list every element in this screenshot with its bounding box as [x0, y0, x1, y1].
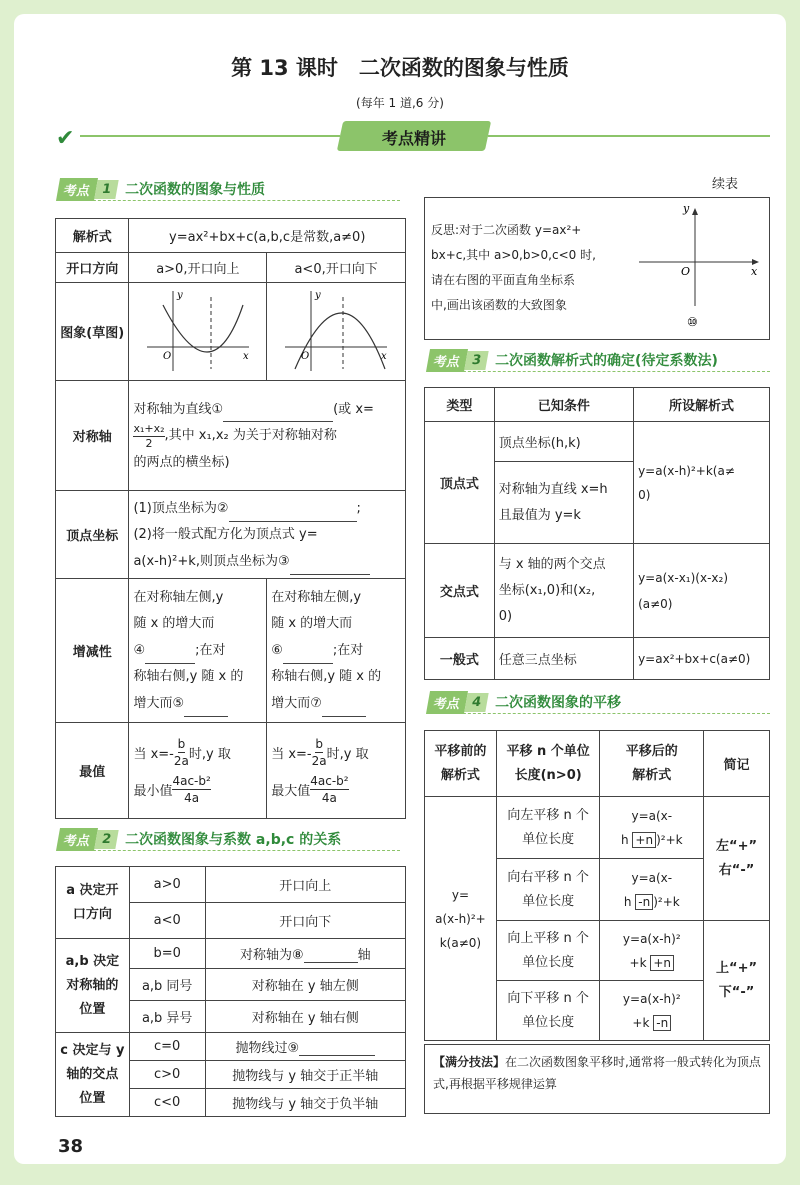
- table-properties: [55, 218, 406, 819]
- cell-move: [496, 859, 600, 921]
- y-arrow: [692, 208, 698, 215]
- banner-title: 考点精讲: [381, 129, 446, 148]
- fraction-num: b: [177, 736, 186, 751]
- text: 向左平移 n 个: [507, 807, 589, 823]
- row-header: 最值: [56, 723, 129, 819]
- text: (或 x=: [333, 401, 374, 417]
- question-mark-label: ⑩: [687, 315, 698, 329]
- tip-text: 在二次函数图象平移时,通常将一般式转化为顶点式,再根据平移规律运算: [433, 1055, 761, 1091]
- mnemonic: [704, 921, 770, 1041]
- section-tag: 考点: [426, 691, 468, 714]
- mnemonic: [704, 797, 770, 921]
- text: ;在对: [332, 642, 364, 658]
- answer-blank: [299, 1040, 375, 1056]
- answer-blank: [304, 947, 358, 963]
- answer-blank: [229, 495, 357, 522]
- text: h: [623, 894, 632, 909]
- text: 向右平移 n 个: [507, 869, 589, 885]
- cell-condition: c>0: [129, 1061, 205, 1089]
- text: bx+c,其中 a>0,b>0,c<0 时,: [431, 248, 596, 262]
- text: (a≠0): [638, 596, 673, 611]
- text: 当 x=-: [271, 746, 312, 762]
- graph-cell-up: [129, 283, 267, 381]
- text: y=: [451, 887, 469, 902]
- text: 在对称轴左侧,y: [133, 589, 224, 605]
- text: 解析式: [440, 767, 480, 783]
- fraction-num: 4ac-b²: [310, 773, 349, 788]
- section-header-4: [428, 691, 621, 713]
- text: ,其中 x₁,x₂ 为关于对称轴对称: [164, 428, 337, 443]
- banner-line-right: [488, 135, 770, 137]
- continued-label: 续表: [712, 177, 739, 192]
- cell-result: [205, 1033, 405, 1061]
- text: ④: [133, 642, 146, 658]
- text: 0): [498, 608, 513, 624]
- cell-result: [600, 981, 704, 1041]
- cell-result: 抛物线与 y 轴交于负半轴: [205, 1089, 405, 1117]
- text: 时,y 取: [188, 746, 231, 762]
- page-title: 第 13 课时 二次函数的图象与性质: [231, 56, 569, 80]
- text: 0): [638, 487, 651, 502]
- section-tag: 考点: [426, 349, 468, 372]
- cell-result: [600, 797, 704, 859]
- reflection-text: [431, 218, 596, 318]
- tip-label: 【满分技法】: [433, 1055, 506, 1069]
- row-header: 顶点坐标: [56, 491, 129, 579]
- section-tag: 考点: [56, 178, 98, 201]
- section-title: 二次函数图象与系数 a,b,c 的关系: [125, 832, 342, 848]
- row-header: 一般式: [425, 638, 495, 680]
- text: 对称轴为直线 x=h: [498, 481, 608, 497]
- axis-label: x: [381, 350, 387, 362]
- section-number: 2: [94, 830, 118, 849]
- highlight-box: +n: [650, 955, 674, 971]
- text: 在对称轴左侧,y: [271, 589, 362, 605]
- answer-blank: [283, 637, 333, 664]
- cell-move: [496, 981, 600, 1041]
- highlight-box: -n: [653, 1015, 671, 1031]
- text: h: [620, 832, 629, 847]
- text: y=a(x-h)²+k(a≠: [638, 463, 735, 478]
- cell-value: a>0,开口向上: [129, 253, 267, 283]
- page-subtitle: (每年 1 道,6 分): [356, 96, 444, 110]
- text: 右“-”: [718, 862, 755, 878]
- text: 中,画出该函数的大致图象: [431, 298, 567, 312]
- cell-value: y=ax²+bx+c(a,b,c是常数,a≠0): [129, 219, 406, 253]
- cell-max: [267, 723, 406, 819]
- text: ⑥: [271, 642, 283, 658]
- text: y=a(x-: [631, 808, 673, 823]
- cell-result: [205, 939, 405, 969]
- row-header: 解析式: [56, 219, 129, 253]
- section-header-1: [58, 178, 265, 200]
- group-header: a,b 决定对称轴的位置: [56, 939, 130, 1033]
- answer-blank: [322, 690, 366, 717]
- axis-label: x: [751, 265, 758, 278]
- text: 平移前的: [434, 743, 487, 759]
- text: 时,y 取: [326, 746, 369, 762]
- banner-line-left: [80, 135, 340, 137]
- text: 对称轴为⑧: [239, 948, 304, 963]
- text: 与 x 轴的两个交点: [498, 556, 606, 572]
- cell-result: 抛物线与 y 轴交于正半轴: [205, 1061, 405, 1089]
- text: 请在右图的平面直角坐标系: [431, 273, 576, 287]
- axis-label: y: [315, 289, 321, 301]
- text: 单位长度: [522, 1014, 575, 1030]
- section-title: 二次函数图象的平移: [495, 695, 622, 711]
- table-expressions: [424, 387, 770, 680]
- cell-vertex-text: (1)顶点坐标为② ; (2)将一般式配方化为顶点式 y= a(x-h)²+k,则顶点坐标为③: [129, 491, 406, 579]
- text: 随 x 的增大而: [271, 615, 353, 631]
- column-header: [600, 731, 704, 797]
- section-title: 二次函数的图象与性质: [125, 182, 266, 198]
- text: (1)顶点坐标为②: [133, 500, 229, 516]
- cell-condition: b=0: [129, 939, 205, 969]
- fraction-num: 4ac-b²: [172, 773, 211, 788]
- cell-monotonic-left: [129, 579, 267, 723]
- section-header-3: [428, 349, 718, 371]
- section-number: 3: [464, 351, 488, 370]
- text: a(x-h)²+: [435, 911, 486, 926]
- text: 下“-”: [718, 984, 755, 1000]
- text: a(x-h)²+k,则顶点坐标为③: [133, 553, 290, 569]
- text: +k: [632, 1015, 650, 1030]
- row-header: 开口方向: [56, 253, 129, 283]
- cell-axis-text: [129, 381, 406, 491]
- cell-formula: [634, 422, 770, 544]
- column-header: 所设解析式: [634, 388, 770, 422]
- text: 单位长度: [522, 893, 575, 909]
- text: 平移 n 个单位: [506, 743, 590, 759]
- cell-condition: a,b 同号: [129, 969, 205, 1001]
- section-line: [428, 371, 770, 372]
- text: 随 x 的增大而: [133, 615, 215, 631]
- cell-condition: [494, 544, 633, 638]
- check-icon: ✔: [56, 126, 75, 151]
- cell-condition: 任意三点坐标: [494, 638, 633, 680]
- column-header: 简记: [704, 731, 770, 797]
- cell-result: 开口向上: [205, 867, 405, 903]
- column-header: 类型: [425, 388, 495, 422]
- axis-label: x: [242, 350, 249, 362]
- parabola-up-graph: [143, 287, 253, 373]
- fraction-den: 4a: [321, 790, 337, 805]
- table-translation: [424, 730, 770, 1041]
- text: 增大而⑦: [271, 695, 322, 711]
- cell-condition: 顶点坐标(h,k): [494, 422, 633, 462]
- cell-formula: [634, 544, 770, 638]
- answer-blank: [184, 690, 228, 717]
- text: 增大而⑤: [133, 695, 185, 711]
- axis-label: y: [683, 202, 690, 215]
- group-header: a 决定开口方向: [56, 867, 130, 939]
- cell-condition: c<0: [129, 1089, 205, 1117]
- text: 当 x=-: [133, 746, 174, 762]
- cell-result: [600, 859, 704, 921]
- page-number: 38: [58, 1136, 84, 1157]
- section-title: 二次函数解析式的确定(待定系数法): [495, 353, 718, 369]
- text: k(a≠0): [439, 935, 482, 950]
- reflection-box: [424, 197, 770, 340]
- text: 抛物线过⑨: [235, 1041, 300, 1056]
- text: 长度(n>0): [514, 767, 582, 783]
- answer-blank: [223, 397, 333, 422]
- axis-label: y: [176, 289, 183, 301]
- text: 轴: [357, 948, 371, 963]
- text: y=a(x-h)²: [622, 991, 681, 1006]
- fraction-num: x₁+x₂: [133, 421, 165, 435]
- cell-move: [496, 797, 600, 859]
- text: 最大值: [271, 783, 311, 799]
- parabola-down-graph: [281, 287, 391, 373]
- cell-result: 对称轴在 y 轴左侧: [205, 969, 405, 1001]
- section-line: [58, 200, 400, 201]
- row-header: 增减性: [56, 579, 129, 723]
- cell-result: 开口向下: [205, 903, 405, 939]
- fraction-den: 2a: [311, 753, 327, 768]
- text: 的两点的横坐标): [133, 454, 230, 470]
- row-header: [56, 283, 129, 381]
- origin-label: O: [162, 350, 172, 362]
- text: 向上平移 n 个: [507, 930, 589, 946]
- cell-condition: c=0: [129, 1033, 205, 1061]
- row-header-text: 图象(草图): [60, 326, 125, 341]
- text: +k: [629, 955, 647, 970]
- fraction-den: 2a: [173, 753, 189, 768]
- origin-label: O: [681, 265, 691, 278]
- text: 左“+”: [716, 838, 758, 854]
- cell-condition: a,b 异号: [129, 1001, 205, 1033]
- origin-label: O: [301, 350, 310, 362]
- column-header: [496, 731, 600, 797]
- cell-condition: a>0: [129, 867, 205, 903]
- cell-move: [496, 921, 600, 981]
- text: 且最值为 y=k: [498, 507, 581, 523]
- tip-box: [424, 1044, 770, 1114]
- text: y=a(x-h)²: [622, 931, 681, 946]
- answer-blank: [290, 548, 370, 575]
- answer-blank: [145, 637, 195, 664]
- text: )²+k: [653, 894, 680, 909]
- text: 称轴右侧,y 随 x 的: [271, 668, 382, 684]
- section-tag: 考点: [56, 828, 98, 851]
- text: 最小值: [133, 783, 173, 799]
- text: 坐标(x₁,0)和(x₂,: [498, 582, 596, 598]
- fraction-num: b: [315, 736, 323, 751]
- section-header-2: [58, 828, 341, 850]
- cell-condition: [494, 462, 633, 544]
- text: y=a(x-x₁)(x-x₂): [638, 570, 729, 585]
- text: 单位长度: [522, 954, 575, 970]
- row-header: 顶点式: [425, 422, 495, 544]
- section-line: [58, 850, 400, 851]
- cell-condition: a<0: [129, 903, 205, 939]
- group-header: c 决定与 y 轴的交点位置: [56, 1033, 130, 1117]
- text: 平移后的: [625, 743, 678, 759]
- text: 反思:对于二次函数 y=ax²+: [431, 223, 582, 237]
- section-line: [428, 713, 770, 714]
- column-header: [425, 731, 497, 797]
- cell-formula: y=ax²+bx+c(a≠0): [634, 638, 770, 680]
- fraction-den: 4a: [184, 790, 200, 805]
- parabola-curve: [163, 305, 243, 352]
- text: 解析式: [632, 767, 672, 783]
- text: (2)将一般式配方化为顶点式 y=: [133, 526, 318, 542]
- row-header: 对称轴: [56, 381, 129, 491]
- graph-cell-down: [267, 283, 406, 381]
- cell-result: [600, 921, 704, 981]
- text: y=a(x-: [631, 870, 673, 885]
- section-number: 1: [94, 180, 118, 199]
- text: 单位长度: [522, 831, 575, 847]
- cell-min: [129, 723, 267, 819]
- cell-result: 对称轴在 y 轴右侧: [205, 1001, 405, 1033]
- highlight-box: +n: [632, 832, 656, 848]
- text: 称轴右侧,y 随 x 的: [133, 668, 244, 684]
- cell-value: a<0,开口向下: [267, 253, 406, 283]
- cell-monotonic-right: [267, 579, 406, 723]
- column-header: 已知条件: [494, 388, 633, 422]
- text: 向下平移 n 个: [507, 990, 589, 1006]
- highlight-box: -n: [635, 894, 653, 910]
- fraction-den: 2: [145, 436, 153, 450]
- text: )²+k: [656, 832, 683, 847]
- row-header: 交点式: [425, 544, 495, 638]
- blank-coordinate-graph: [635, 202, 765, 336]
- text: ;在对: [195, 642, 226, 658]
- table-coefficients: [55, 866, 406, 1117]
- text: 对称轴为直线①: [133, 401, 224, 417]
- original-formula: [425, 797, 497, 1041]
- text: 上“+”: [716, 960, 758, 976]
- section-number: 4: [464, 693, 488, 712]
